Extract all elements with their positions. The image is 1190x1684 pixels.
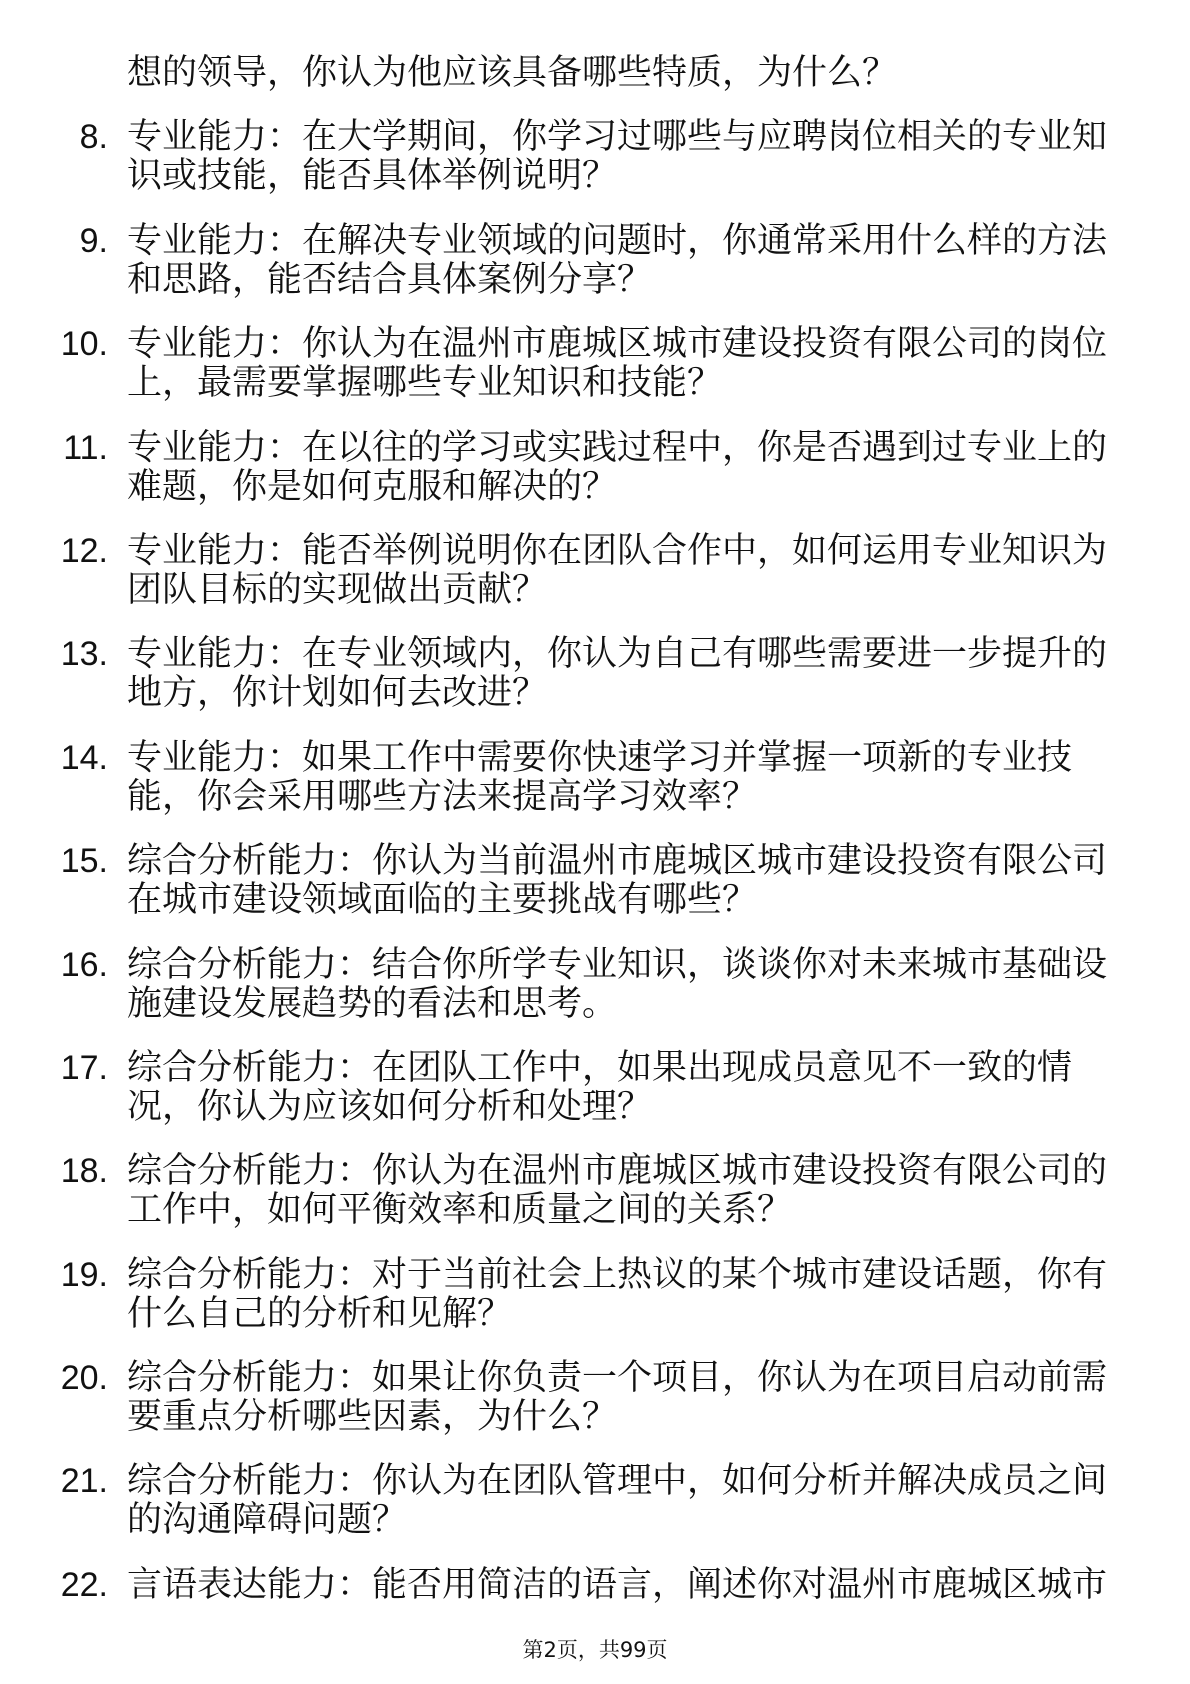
question-line: 专业能力：在解决专业领域的问题时，你通常采用什么样的方法	[127, 220, 1108, 261]
question-item	[0, 635, 1190, 713]
question-text	[127, 635, 1107, 713]
question-number: 16.	[60, 945, 108, 984]
question-line: 团队目标的实现做出贡献？	[127, 569, 548, 610]
question-number: 15.	[60, 842, 108, 881]
question-line: 综合分析能力：你认为在团队管理中，如何分析并解决成员之间	[127, 1461, 1108, 1502]
question-line: 专业能力：在以往的学习或实践过程中，你是否遇到过专业上的	[127, 427, 1108, 468]
continued-question-line: 想的领导，你认为他应该具备哪些特质，为什么？	[127, 53, 898, 93]
question-item	[0, 946, 1190, 1024]
question-item	[0, 1256, 1190, 1334]
question-line: 综合分析能力：结合你所学专业知识，谈谈你对未来城市基础设	[127, 944, 1108, 985]
question-item	[0, 1566, 1190, 1605]
question-item	[0, 1359, 1190, 1437]
question-line: 地方，你计划如何去改进？	[127, 673, 548, 714]
question-line: 上，最需要掌握哪些专业知识和技能？	[127, 363, 723, 404]
question-item	[0, 118, 1190, 196]
question-line: 识或技能，能否具体举例说明？	[127, 156, 618, 197]
page-number-footer: 第2页，共99页	[522, 1638, 668, 1662]
question-item	[0, 325, 1190, 403]
question-text	[127, 1462, 1107, 1540]
question-text	[127, 1566, 1107, 1605]
question-line: 况，你认为应该如何分析和处理？	[127, 1086, 653, 1127]
question-line: 综合分析能力：你认为当前温州市鹿城区城市建设投资有限公司	[127, 841, 1108, 882]
question-item	[0, 532, 1190, 610]
question-text	[127, 946, 1107, 1024]
question-number: 8.	[79, 118, 108, 157]
question-line: 综合分析能力：你认为在温州市鹿城区城市建设投资有限公司的	[127, 1151, 1108, 1192]
question-number: 21.	[60, 1462, 108, 1501]
question-line: 和思路，能否结合具体案例分享？	[127, 259, 653, 300]
question-item	[0, 1152, 1190, 1230]
question-line: 专业能力：你认为在温州市鹿城区城市建设投资有限公司的岗位	[127, 324, 1108, 365]
question-text	[127, 429, 1107, 507]
question-text	[127, 222, 1107, 300]
question-line: 的沟通障碍问题？	[127, 1500, 408, 1541]
question-line: 要重点分析哪些因素，为什么？	[127, 1397, 618, 1438]
question-line: 专业能力：如果工作中需要你快速学习并掌握一项新的专业技	[127, 737, 1073, 778]
question-line: 专业能力：在大学期间，你学习过哪些与应聘岗位相关的专业知	[127, 117, 1108, 158]
question-text	[127, 1152, 1107, 1230]
question-line: 施建设发展趋势的看法和思考。	[127, 983, 618, 1024]
question-number: 10.	[60, 325, 108, 364]
question-line: 专业能力：在专业领域内，你认为自己有哪些需要进一步提升的	[127, 634, 1108, 675]
question-line: 言语表达能力：能否用简洁的语言，阐述你对温州市鹿城区城市	[127, 1564, 1108, 1605]
question-text	[127, 739, 1072, 817]
question-text	[127, 1049, 1072, 1127]
question-text	[127, 325, 1107, 403]
question-number: 20.	[60, 1359, 108, 1398]
question-number: 22.	[60, 1565, 108, 1604]
question-list	[0, 54, 1190, 1630]
question-text	[127, 1256, 1107, 1334]
question-number: 18.	[60, 1152, 108, 1191]
question-line: 专业能力：能否举例说明你在团队合作中，如何运用专业知识为	[127, 530, 1108, 571]
question-number: 13.	[60, 635, 108, 674]
question-number: 17.	[60, 1048, 108, 1087]
question-item	[0, 429, 1190, 507]
question-text	[127, 1359, 1107, 1437]
question-number: 12.	[60, 531, 108, 570]
question-line: 难题，你是如何克服和解决的？	[127, 466, 618, 507]
question-line: 综合分析能力：对于当前社会上热议的某个城市建设话题，你有	[127, 1254, 1108, 1295]
question-line: 综合分析能力：在团队工作中，如果出现成员意见不一致的情	[127, 1047, 1073, 1088]
question-item	[0, 1462, 1190, 1540]
question-text	[127, 532, 1107, 610]
question-number: 9.	[79, 221, 108, 260]
question-line: 什么自己的分析和见解？	[127, 1293, 513, 1334]
question-number: 11.	[63, 428, 108, 467]
question-line: 工作中，如何平衡效率和质量之间的关系？	[127, 1190, 793, 1231]
question-item	[0, 222, 1190, 300]
question-line: 综合分析能力：如果让你负责一个项目，你认为在项目启动前需	[127, 1358, 1108, 1399]
question-text	[127, 842, 1107, 920]
question-text	[127, 118, 1107, 196]
question-item	[0, 739, 1190, 817]
question-number: 14.	[60, 738, 108, 777]
question-number: 19.	[60, 1255, 108, 1294]
question-item	[0, 842, 1190, 920]
question-line: 在城市建设领域面临的主要挑战有哪些？	[127, 880, 758, 921]
question-line: 能，你会采用哪些方法来提高学习效率？	[127, 776, 758, 817]
question-item	[0, 1049, 1190, 1127]
